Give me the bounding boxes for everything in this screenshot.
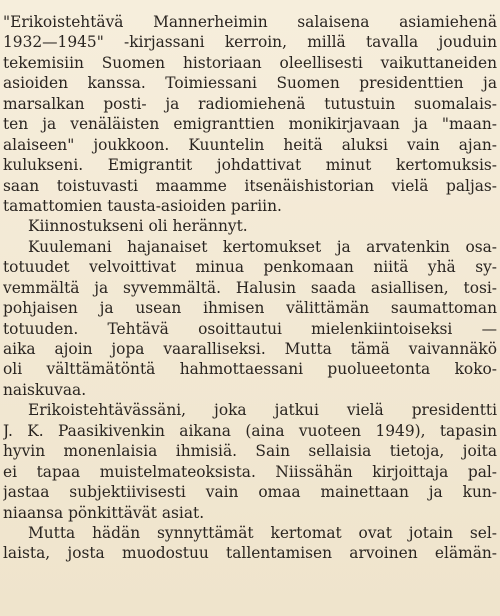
text-line: marsalkan posti- ja radiomiehenä tutustuin suomalais- <box>3 94 497 113</box>
text-line: naiskuvaa. <box>3 380 87 399</box>
text-line: 1932—1945" -kirjassani kerroin, millä tavalla jouduin <box>3 33 497 52</box>
text-line: J. K. Paasikivenkin aikana (aina vuoteen 1949), tapasin <box>3 421 497 440</box>
text-line: ei tapaa muistelmateoksista. Niissähän kirjoittaja pal- <box>3 462 497 481</box>
text-line: saan toistuvasti maamme itsenäishistorian vielä paljas- <box>3 176 497 195</box>
text-line: alaiseen" joukkoon. Kuuntelin heitä aluksi vain ajan- <box>3 135 497 154</box>
text-line: totuudet velvoittivat minua penkomaan niitä yhä sy- <box>3 258 497 277</box>
body-text <box>3 12 497 564</box>
text-line: Erikoistehtävässäni, joka jatkui vielä presidentti <box>28 401 497 420</box>
text-line: Mutta hädän synnyttämät kertomat ovat jotain sel- <box>28 523 497 542</box>
text-line: ten ja venäläisten emigranttien monikirjavaan ja "maan- <box>3 115 497 134</box>
text-line: aika ajoin jopa vaaralliseksi. Mutta tämä vaivannäkö <box>3 340 497 358</box>
text-line: niaansa pönkittävät asiat. <box>3 503 205 522</box>
text-line: kulukseni. Emigrantit johdattivat minut kertomuksis- <box>3 156 497 175</box>
text-line: tekemisiin Suomen historiaan oleellisesti vaikuttaneiden <box>3 53 497 72</box>
text-line: oli välttämätöntä hahmottaessani puolueetonta koko- <box>3 360 497 379</box>
text-line: vemmältä ja syvemmältä. Halusin saada asiallisen, tosi- <box>3 278 497 297</box>
text-line: Kuulemani hajanaiset kertomukset ja arvatenkin osa- <box>28 237 497 256</box>
text-line: laista, josta muodostuu tallentamisen arvoinen elämän- <box>3 544 497 563</box>
text-line: Kiinnostukseni oli herännyt. <box>28 217 248 236</box>
text-line: pohjaisen ja usean ihmisen välittämän saumattoman <box>3 299 497 318</box>
text-line: hyvin monenlaisia ihmisiä. Sain sellaisia tietoja, joita <box>3 442 497 461</box>
text-line: totuuden. Tehtävä osoittautui mielenkiintoiseksi — <box>3 319 497 338</box>
text-line: jastaa subjektiivisesti vain omaa mainettaan ja kun- <box>3 483 497 502</box>
text-line: tamattomien tausta-asioiden pariin. <box>3 196 282 215</box>
text-line: asioiden kanssa. Toimiessani Suomen presidenttien ja <box>3 74 497 93</box>
text-line: "Erikoistehtävä Mannerheimin salaisena asiamiehenä <box>3 13 497 31</box>
